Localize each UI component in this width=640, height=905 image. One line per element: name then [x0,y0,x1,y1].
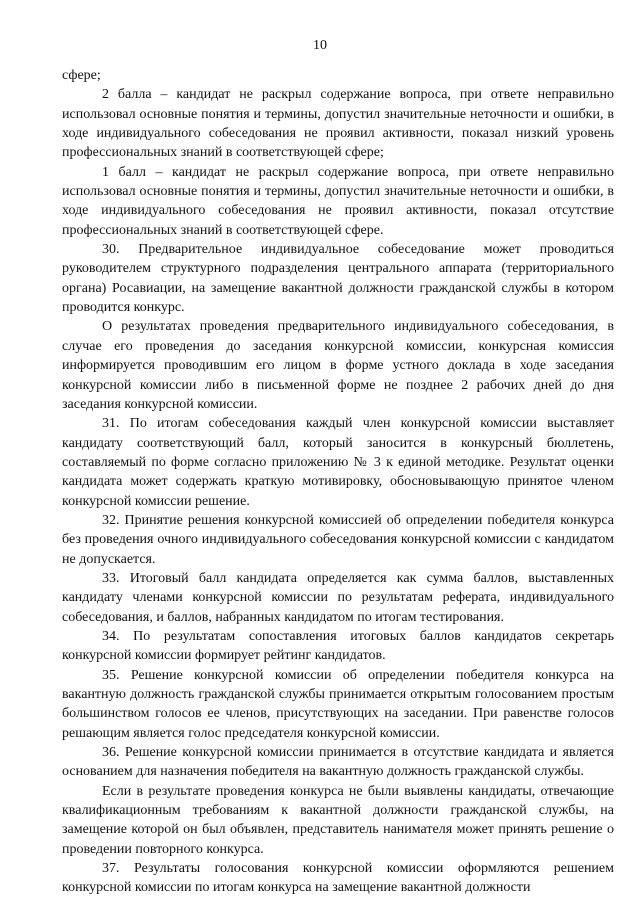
paragraph-35: 35. Решение конкурсной комиссии об определении победителя конкурса на вакантную должность гражданской службы принимается открытым голосованием простым большинством голосов ее членов, присутствующих на заседании. При равенстве голосов решающим является голос председателя конкурсной комиссии. [62,667,614,741]
paragraph-31: 31. По итогам собеседования каждый член конкурсной комиссии выставляет кандидату соответствующий балл, который заносится в конкурсный бюллетень, составляемый по форме согласно приложению № 3 к единой методике. Результат оценки кандидата может содержать краткую мотивировку, обосновывающую принятое членом конкурсной комиссии решение. [62,416,614,509]
paragraph-score-2: 2 балла – кандидат не раскрыл содержание вопроса, при ответе неправильно использовал основные понятия и термины, допустил значительные неточности и ошибки, в ходе индивидуального собеседования не проявил активности, показал низкий уровень профессиональных знаний в соответствующей сфере; [62,87,614,161]
paragraph-continuation: сфере; [62,68,101,83]
paragraph-36-repeat-contest: Если в результате проведения конкурса не были выявлены кандидаты, отвечающие квалификационным требованиям к вакантной должности гражданской службы, на замещение которой он был объявлен, представитель нанимателя может принять решение о проведении повторного конкурса. [62,783,614,857]
paragraph-30: 30. Предварительное индивидуальное собеседование может проводиться руководителем структурного подразделения центрального аппарата (территориального органа) Росавиации, на замещение вакантной должности гражданской службы в котором проводится конкурс. [62,242,614,316]
paragraph-34: 34. По результатам сопоставления итоговых баллов кандидатов секретарь конкурсной комиссии формирует рейтинг кандидатов. [62,628,614,664]
paragraph-36: 36. Решение конкурсной комиссии принимается в отсутствие кандидата и является основанием для назначения победителя на вакантную должность гражданской службы. [62,745,614,780]
paragraph-37: 37. Результаты голосования конкурсной комиссии оформляются решением конкурсной комиссии по итогам конкурса на замещение вакантной должности [62,861,614,896]
paragraph-32: 32. Принятие решения конкурсной комиссией об определении победителя конкурса без проведения очного индивидуального собеседования конкурсной комиссии с кандидатом не допускается. [62,512,614,567]
paragraph-score-1: 1 балл – кандидат не раскрыл содержание вопроса, при ответе неправильно использовал основные понятия и термины, допустил значительные неточности и ошибки, в ходе индивидуального собеседования не проявил активности, показал отсутствие профессиональных знаний в соответствующей сфере. [62,164,614,238]
paragraph-30-results: О результатах проведения предварительного индивидуального собеседования, в случае его проведения до заседания конкурсной комиссии, конкурсная комиссия информируется проводившим его лицом в форме устного доклада в ходе заседания конкурсной комиссии либо в письменной форме не позднее 2 рабочих дней до дня заседания конкурсной комиссии. [62,319,614,412]
paragraph-33: 33. Итоговый балл кандидата определяется как сумма баллов, выставленных кандидату членами конкурсной комиссии по результатам реферата, индивидуального собеседования, и баллов, набранных кандидатом по итогам тестирования. [62,570,614,625]
page-number: 10 [313,38,327,53]
document-body [62,66,614,898]
